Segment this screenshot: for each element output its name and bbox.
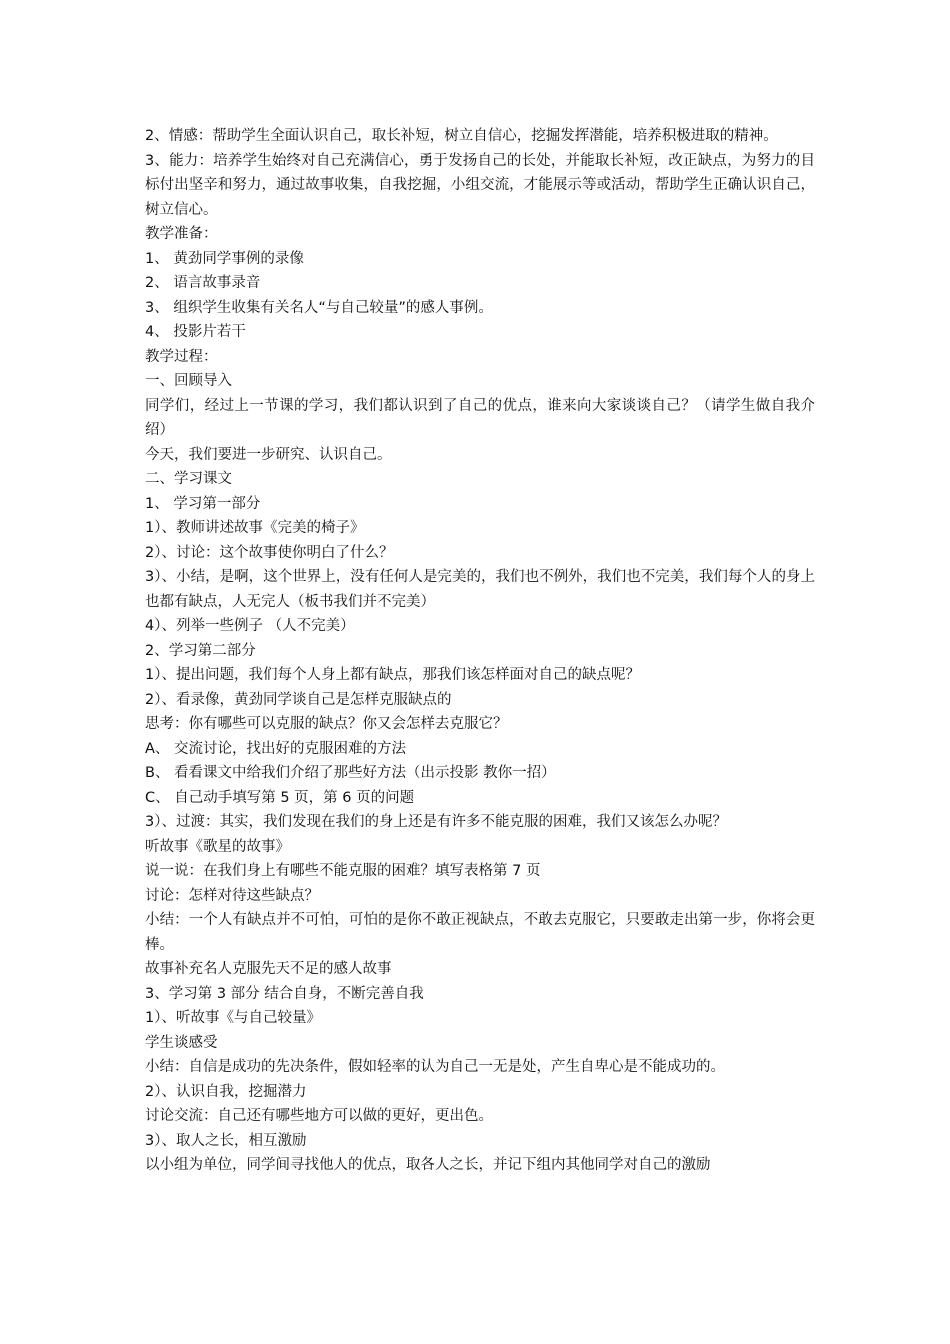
feel-text: 学生谈感受 xyxy=(145,1034,218,1051)
goal-emotion: 2、情感：帮助学生全面认识自己，取长补短，树立自信心，挖掘发挥潜能，培养积极进取的精神。 xyxy=(145,128,778,144)
part3-step: 1）、听故事《与自己较量》 xyxy=(145,1010,321,1026)
preparation-item: 4、 投影片若干 xyxy=(145,324,246,340)
part2-option: A、 交流讨论，找出好的克服困难的方法 xyxy=(145,740,407,757)
part2-option: C、 自己动手填写第 5 页，第 6 页的问题 xyxy=(145,789,415,806)
supplement-text: 故事补充名人克服先天不足的感人故事 xyxy=(145,961,392,977)
document-page xyxy=(145,124,815,1178)
today-text: 今天，我们要进一步研究、认识自己。 xyxy=(145,446,392,463)
part2-heading: 2、学习第二部分 xyxy=(145,642,256,659)
discuss-text: 讨论：怎样对待这些缺点？ xyxy=(145,887,319,904)
part1-step: 3）、小结，是啊，这个世界上，没有任何人是完美的，我们也不例外，我们也不完美，我们每个人的身上也都有缺点，人无完人（板书我们并不完美） xyxy=(145,569,815,610)
part2-step: 3）、过渡：其实，我们发现在我们的身上还是有许多不能克服的困难，我们又该怎么办呢？ xyxy=(145,814,727,830)
section-heading-review: 一、回顾导入 xyxy=(145,373,232,389)
preparation-heading: 教学准备： xyxy=(145,226,218,242)
story-text: 听故事《歌星的故事》 xyxy=(145,838,290,855)
part3-step: 2）、认识自我，挖掘潜力 xyxy=(145,1083,307,1100)
summary-text: 小结：一个人有缺点并不可怕，可怕的是你不敢正视缺点，不敢去克服它，只要敢走出第一步，你将会更棒。 xyxy=(145,912,815,953)
exchange-text: 讨论交流：自己还有哪些地方可以做的更好，更出色。 xyxy=(145,1108,493,1124)
preparation-item: 2、 语言故事录音 xyxy=(145,275,261,291)
part2-think: 思考：你有哪些可以克服的缺点？你又会怎样去克服它？ xyxy=(145,716,508,732)
part2-option: B、 看看课文中给我们介绍了那些好方法（出示投影 教你一招） xyxy=(145,765,556,781)
part1-step: 4）、列举一些例子 （人不完美） xyxy=(145,618,355,634)
part2-step: 1）、提出问题，我们每个人身上都有缺点，那我们该怎样面对自己的缺点呢？ xyxy=(145,667,640,683)
part2-step: 2）、看录像，黄劲同学谈自己是怎样克服缺点的 xyxy=(145,691,452,708)
section-heading-study: 二、学习课文 xyxy=(145,471,232,487)
process-heading: 教学过程： xyxy=(145,348,218,365)
part3-step: 3）、取人之长，相互激励 xyxy=(145,1132,307,1149)
review-text: 同学们，经过上一节课的学习，我们都认识到了自己的优点，谁来向大家谈谈自己？（请学生做自我介绍） xyxy=(145,397,815,438)
group-text: 以小组为单位，同学间寻找他人的优点，取各人之长，并记下组内其他同学对自己的激励 xyxy=(145,1157,711,1173)
part1-step: 2）、讨论：这个故事使你明白了什么？ xyxy=(145,544,394,561)
say-text: 说一说：在我们身上有哪些不能克服的困难？填写表格第 7 页 xyxy=(145,863,541,879)
part1-heading: 1、 学习第一部分 xyxy=(145,495,261,512)
part1-step: 1）、教师讲述故事《完美的椅子》 xyxy=(145,520,365,536)
part3-heading: 3、学习第 3 部分 结合自身，不断完善自我 xyxy=(145,985,424,1002)
preparation-item: 3、 组织学生收集有关名人“与自己较量”的感人事例。 xyxy=(145,299,493,316)
goal-ability: 3、能力：培养学生始终对自己充满信心，勇于发扬自己的长处，并能取长补短，改正缺点，为努力的目标付出坚辛和努力，通过故事收集，自我挖掘，小组交流，才能展示等或活动，帮助学生正确认识自己，树立信心。 xyxy=(145,152,815,218)
preparation-item: 1、 黄劲同学事例的录像 xyxy=(145,250,304,267)
summary-text: 小结：自信是成功的先决条件，假如轻率的认为自己一无是处，产生自卑心是不能成功的。 xyxy=(145,1059,725,1075)
